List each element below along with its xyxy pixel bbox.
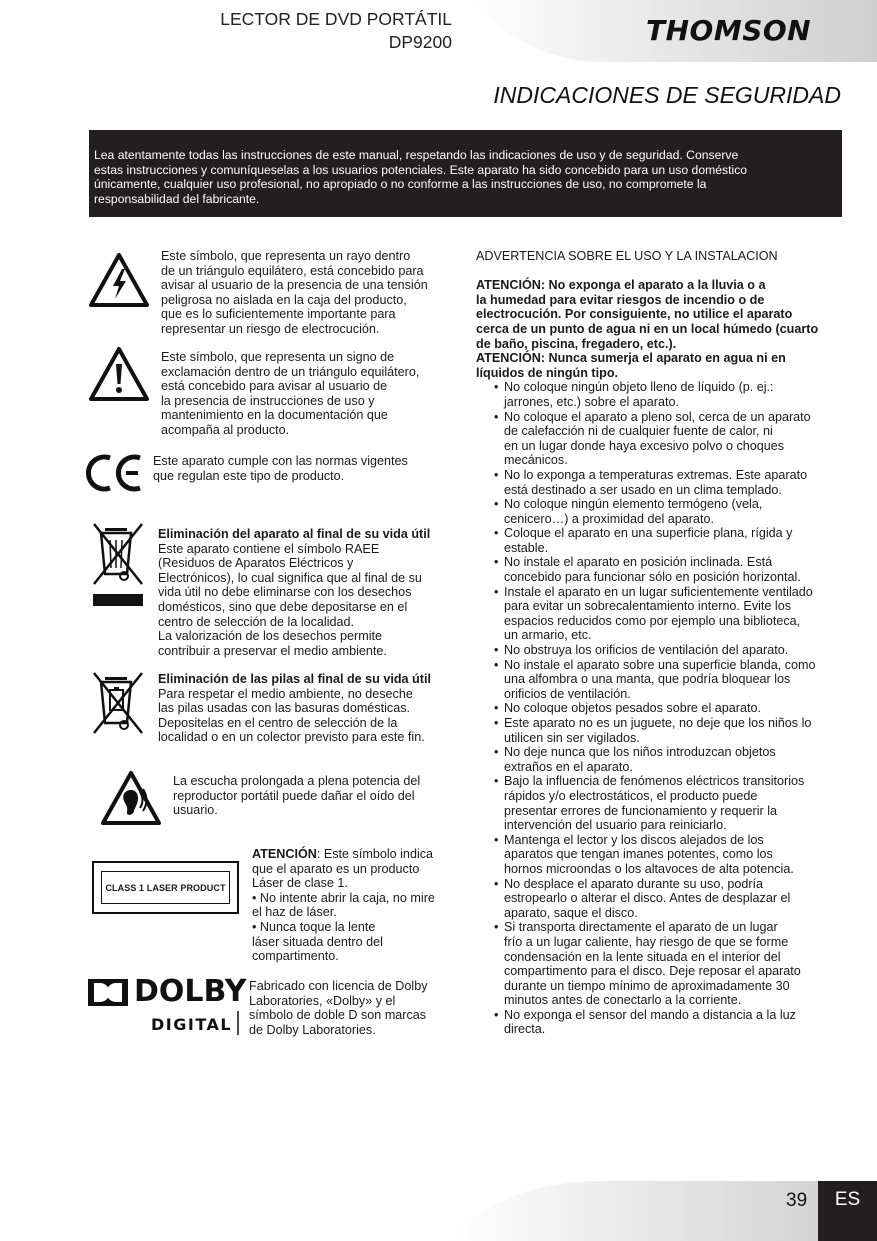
- warning-bullet-item: [476, 380, 846, 409]
- warning-bold-line: líquidos de ningún tipo.: [476, 365, 619, 380]
- warning-bullet-item: [476, 526, 846, 555]
- brand-logo: THOMSON: [646, 14, 812, 47]
- intro-line: responsabilidad del fabricante.: [94, 191, 260, 206]
- warning-bullet-text: espacios reducidos como por ejemplo una biblioteca,: [504, 613, 801, 628]
- laser-class-label-text: CLASS 1 LASER PRODUCT: [101, 871, 230, 904]
- warnings-bullet-list: [476, 380, 846, 1037]
- warning-bullet-text: hornos microondas o los altavoces de alta potencia.: [504, 861, 794, 876]
- dolby-wordmark: DOLBY: [134, 974, 247, 1009]
- exclamation-warning-icon: [88, 346, 150, 402]
- laser-symbol-text: ATENCIÓN: Este símbolo indica que el aparato es un producto Láser de clase 1. • No intente abrir la caja, no mire el haz de láser. • Nunca toque la lente láser situada dentro del compartimento.: [252, 847, 435, 964]
- warning-bullet-text: para evitar un sobrecalentamiento interno. Evite los: [504, 599, 792, 614]
- bullet-dot: •: [494, 467, 499, 482]
- warning-bullet-text: Este aparato no es un juguete, no deje que los niños lo: [504, 716, 812, 730]
- bullet-dot: •: [494, 657, 499, 672]
- warning-bullet-item: [476, 643, 846, 658]
- warning-bullet-text: No coloque ningún elemento termógeno (vela,: [504, 497, 763, 512]
- bullet-dot: •: [494, 745, 499, 760]
- hearing-damage-warning-icon: [100, 770, 162, 826]
- warning-bullet-text: un armario, etc.: [504, 628, 592, 643]
- warning-bullet-text: aparatos que tengan imanes potentes, como los: [504, 847, 773, 862]
- warning-bullet-text: mecánicos.: [504, 453, 568, 468]
- ce-symbol-text: Este aparato cumple con las normas vigentes que regulan este tipo de producto.: [153, 454, 408, 483]
- warning-bullet-item: [476, 774, 846, 832]
- bullet-dot: •: [494, 1007, 499, 1022]
- warning-bullet-text: en un lugar donde haya excesivo polvo o choques: [504, 438, 785, 453]
- warning-bullet-text: jarrones, etc.) sobre el aparato.: [504, 394, 680, 409]
- warning-bullet-text: Mantenga el lector y los discos alejados de los: [504, 832, 764, 847]
- warning-bullet-text: No coloque ningún objeto lleno de líquido (p. ej.:: [504, 380, 774, 395]
- warning-bullet-text: presentar errores de funcionamiento y requerir la: [504, 803, 778, 818]
- product-model: DP9200: [388, 32, 452, 52]
- bullet-dot: •: [494, 555, 499, 570]
- intro-line: Lea atentamente todas las instrucciones de este manual, respetando las indicaciones de uso y de seguridad. Conserve: [94, 148, 739, 162]
- warning-bullet-text: directa.: [504, 1022, 546, 1037]
- warning-bullet-text: aparato, saque el disco.: [504, 905, 638, 920]
- warnings-bold-block: [476, 278, 846, 380]
- warning-bullet-text: de calefacción ni de cualquier fuente de calor, ni: [504, 424, 773, 439]
- warning-bullet-text: frío a un lugar caliente, hay riesgo de que se forme: [504, 934, 789, 949]
- page-number: 39: [786, 1190, 808, 1211]
- battery-crossed-bin-icon: [90, 671, 146, 735]
- warning-bullet-item: [476, 833, 846, 877]
- warning-bullet-item: [476, 701, 846, 716]
- bullet-dot: •: [494, 716, 499, 730]
- page-title: INDICACIONES DE SEGURIDAD: [493, 82, 841, 108]
- bullet-dot: •: [494, 701, 499, 716]
- intro-box: [89, 130, 842, 217]
- bullet-dot: •: [494, 832, 499, 847]
- bullet-dot: •: [494, 380, 499, 395]
- warning-bullet-text: estropearlo o alterar el disco. Antes de desplazar el: [504, 891, 791, 906]
- weee-crossed-bin-icon: [90, 522, 146, 608]
- warning-bullet-item: [476, 745, 846, 774]
- warning-bullet-text: estable.: [504, 540, 549, 555]
- warning-bullet-text: está destinado a ser usado en un clima templado.: [504, 482, 782, 497]
- warning-bullet-text: minutos antes de conectarlo a la corriente.: [504, 993, 742, 1008]
- warning-bullet-text: utilicen sin ser vigilados.: [504, 730, 640, 745]
- warning-bold-line: cerca de un punto de agua ni en un local húmedo (cuarto: [476, 321, 819, 336]
- bullet-dot: •: [494, 920, 499, 935]
- dolby-symbol-text: Fabricado con licencia de Dolby Laboratories, «Dolby» y el símbolo de doble D son marcas de Dolby Laboratories.: [249, 979, 428, 1037]
- warning-bullet-text: rápidos y/o electrostáticos, el producto puede: [504, 788, 758, 803]
- warning-bullet-text: No deje nunca que los niños introduzcan objetos: [504, 745, 776, 760]
- warning-bullet-text: extraños en el aparato.: [504, 759, 633, 774]
- intro-line: estas instrucciones y comuníqueselas a los usuarios potenciales. Este aparato ha sido concebido para un uso doméstico: [94, 162, 748, 177]
- warning-bullet-text: No instale el aparato en posición inclinada. Está: [504, 555, 773, 570]
- warning-bullet-text: No coloque el aparato a pleno sol, cerca de un aparato: [504, 409, 811, 424]
- ce-mark-icon: [86, 452, 146, 494]
- weee-symbol-text: Eliminación del aparato al final de su vida útil Este aparato contiene el símbolo RAEE (Residuos de Aparatos Eléctricos y Electrónicos), lo cual significa que al final de su vida útil no debe eliminarse con los desechos domésticos, sino que debe depositarse en el centro de selección de la localidad. La valorización de los desechos permite contribuir a preservar el medio ambiente.: [158, 527, 431, 658]
- warning-bullet-item: [476, 920, 846, 1008]
- intro-line: únicamente, cualquier uso profesional, no apropiado o no conforme a las instrucciones de uso, no compromete la: [94, 177, 707, 191]
- battery-symbol-text: Eliminación de las pilas al final de su vida útil Para respetar el medio ambiente, no deseche las pilas usadas con las basuras domésticas. Depositelas en el centro de selección de la localidad o en un colector previsto para este fin.: [158, 672, 431, 745]
- warning-bullet-text: durante un tiempo mínimo de aproximadamente 30: [504, 978, 790, 993]
- language-tab: ES: [818, 1181, 877, 1241]
- warnings-heading: ADVERTENCIA SOBRE EL USO Y LA INSTALACION: [476, 249, 778, 263]
- warning-bullet-text: No obstruya los orificios de ventilación del aparato.: [504, 643, 789, 658]
- bullet-dot: •: [494, 643, 499, 658]
- warning-bullet-item: [476, 555, 846, 584]
- warning-bullet-text: No lo exponga a temperaturas extremas. Este aparato: [504, 467, 808, 482]
- warning-bullet-item: [476, 585, 846, 643]
- warning-bold-line: ATENCIÓN: Nunca sumerja el aparato en agua ni en: [476, 351, 786, 366]
- bullet-dot: •: [494, 409, 499, 424]
- bullet-dot: •: [494, 526, 499, 541]
- warning-bullet-text: una alfombra o una manta, que podría bloquear los: [504, 672, 791, 687]
- laser-class-label: [92, 861, 239, 914]
- warning-bold-line: de baño, piscina, fregadero, etc.).: [476, 336, 677, 351]
- warning-bullet-text: No coloque objetos pesados sobre el aparato.: [504, 701, 761, 716]
- warning-bullet-text: Bajo la influencia de fenómenos eléctricos transitorios: [504, 774, 805, 789]
- usage-warnings: [476, 249, 846, 1037]
- warning-bullet-item: [476, 468, 846, 497]
- warning-bullet-item: [476, 410, 846, 468]
- footer-background: [0, 1180, 877, 1241]
- dolby-digital-wordmark: DIGITAL: [151, 1015, 233, 1034]
- warning-bullet-item: [476, 497, 846, 526]
- warning-bullet-text: intervención del usuario para reiniciarlo.: [504, 818, 727, 833]
- warning-bullet-text: condensación en la lente situada en el interior del: [504, 949, 781, 964]
- warning-bullet-item: [476, 877, 846, 921]
- hearing-symbol-text: La escucha prolongada a plena potencia del reproductor portátil puede dañar el oído del usuario.: [173, 774, 421, 818]
- warning-bullet-text: Instale el aparato en un lugar suficientemente ventilado: [504, 584, 813, 599]
- warning-bullet-text: No desplace el aparato durante su uso, podría: [504, 876, 764, 891]
- warning-bullet-text: No exponga el sensor del mando a distancia a la luz: [504, 1007, 796, 1022]
- lightning-symbol-text: Este símbolo, que representa un rayo dentro de un triángulo equilátero, está concebido para avisar al usuario de la presencia de una tensión peligrosa no aislada en la caja del producto, que es lo suficientemente importante para representar un riesgo de electrocución.: [161, 249, 428, 336]
- warning-bullet-text: Coloque el aparato en una superficie plana, rígida y: [504, 526, 793, 541]
- bullet-dot: •: [494, 774, 499, 789]
- warning-bullet-text: compartimento para el disco. Deje reposar el aparato: [504, 964, 801, 979]
- exclamation-symbol-text: Este símbolo, que representa un signo de exclamación dentro de un triángulo equilátero, está concebido para avisar al usuario de la presencia de instrucciones de uso y mantenimiento en la documentación que acompaña al producto.: [161, 350, 420, 437]
- product-title: [220, 8, 452, 54]
- electric-shock-warning-icon: [88, 252, 150, 308]
- warning-bold-line: la humedad para evitar riesgos de incendio o de: [476, 292, 765, 307]
- bullet-dot: •: [494, 497, 499, 512]
- bullet-dot: •: [494, 584, 499, 599]
- product-name: LECTOR DE DVD PORTÁTIL: [220, 9, 452, 29]
- warning-bullet-item: [476, 716, 846, 745]
- warning-bullet-item: [476, 1008, 846, 1037]
- warning-bullet-text: cenicero…) a proximidad del aparato.: [504, 511, 715, 526]
- warning-bullet-text: No instale el aparato sobre una superficie blanda, como: [504, 657, 816, 672]
- warning-bold-line: ATENCIÓN: No exponga el aparato a la lluvia o a: [476, 278, 766, 293]
- warning-bullet-text: concebido para funcionar sólo en posición horizontal.: [504, 570, 801, 585]
- dolby-digital-logo: [88, 974, 247, 1037]
- warning-bullet-text: Si transporta directamente el aparato de un lugar: [504, 920, 778, 935]
- bullet-dot: •: [494, 876, 499, 891]
- warning-bullet-item: [476, 658, 846, 702]
- warning-bullet-text: orificios de ventilación.: [504, 686, 631, 701]
- warning-bold-line: electrocución. Por consiguiente, no utilice el aparato: [476, 307, 793, 322]
